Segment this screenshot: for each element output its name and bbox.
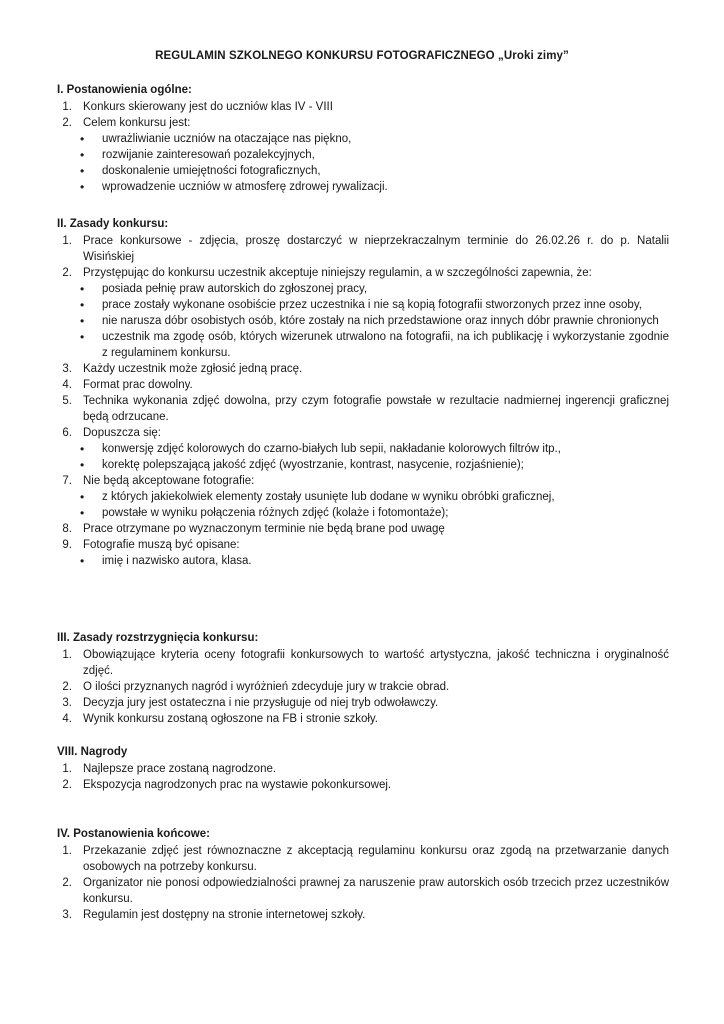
item-number: 1.	[62, 763, 72, 775]
item-text: Przystępując do konkursu uczestnik akceptuje niniejszy regulamin, a w szczególności zapewnia, że:	[83, 267, 592, 279]
item-text: O ilości przyznanych nagród i wyróżnień zdecyduje jury w trakcie obrad.	[83, 681, 450, 693]
list-item	[57, 115, 669, 195]
list-item	[57, 361, 669, 377]
bullet-item: • imię i nazwisko autora, klasa.	[83, 553, 669, 569]
section-final-provisions	[57, 826, 669, 923]
list-item	[57, 377, 669, 393]
numbered-list	[57, 647, 669, 727]
list-item	[57, 679, 669, 695]
bullet-item: • z których jakiekolwiek elementy zostały usunięte lub dodane w wyniku obróbki graficznej,	[83, 489, 669, 505]
item-number: 2.	[62, 267, 72, 279]
list-item	[57, 425, 669, 473]
list-item	[57, 777, 669, 793]
list-item	[57, 761, 669, 777]
section-heading: IV. Postanowienia końcowe:	[57, 828, 210, 840]
item-number: 2.	[62, 117, 72, 129]
item-number: 2.	[62, 877, 72, 889]
item-text: Fotografie muszą być opisane:	[83, 539, 240, 551]
bullet-list	[83, 441, 669, 473]
item-text: Obowiązujące kryteria oceny fotografii konkursowych to wartość artystyczna, jakość techniczna i oryginalność zdjęć.	[83, 649, 669, 677]
numbered-list	[57, 99, 669, 195]
item-text: Prace otrzymane po wyznaczonym terminie nie będą brane pod uwagę	[83, 523, 445, 535]
numbered-list	[57, 843, 669, 923]
list-item	[57, 907, 669, 923]
item-number: 1.	[62, 235, 72, 247]
bullet-item: • posiada pełnię praw autorskich do zgłoszonej pracy,	[83, 281, 669, 297]
bullet-item: • powstałe w wyniku połączenia różnych zdjęć (kolaże i fotomontaże);	[83, 505, 669, 521]
document-title: REGULAMIN SZKOLNEGO KONKURSU FOTOGRAFICZNEGO „Uroki zimy”	[155, 50, 569, 62]
item-text: Każdy uczestnik może zgłosić jedną pracę.	[83, 363, 303, 375]
item-number: 2.	[62, 779, 72, 791]
list-item	[57, 875, 669, 907]
bullet-item: • uczestnik ma zgodę osób, których wizerunek utrwalono na fotografii, na ich publikację i wykorzystanie zgodnie z regulaminem konkursu.	[83, 329, 669, 361]
item-number: 4.	[62, 713, 72, 725]
item-text: Przekazanie zdjęć jest równoznaczne z akceptacją regulaminu konkursu oraz zgodą na przetwarzanie danych osobowych na potrzeby konkursu.	[83, 845, 669, 873]
list-item	[57, 473, 669, 521]
numbered-list	[57, 761, 669, 793]
list-item	[57, 537, 669, 569]
section-judging-rules	[57, 630, 669, 727]
item-text: Technika wykonania zdjęć dowolna, przy czym fotografie powstałe w rezultacie nadmiernej ingerencji graficznej będą odrzucane.	[83, 395, 669, 423]
item-number: 6.	[62, 427, 72, 439]
list-item	[57, 99, 669, 115]
bullet-item: • korektę polepszającą jakość zdjęć (wyostrzanie, kontrast, nasycenie, rozjaśnienie);	[83, 457, 669, 473]
item-text: Prace konkursowe - zdjęcia, proszę dostarczyć w nieprzekraczalnym terminie do 26.02.26 r. do p. Natalii Wisińskiej	[83, 235, 669, 263]
item-text: Celem konkursu jest:	[83, 117, 191, 129]
section-heading: I. Postanowienia ogólne:	[57, 84, 192, 96]
item-number: 1.	[62, 845, 72, 857]
item-text: Nie będą akceptowane fotografie:	[83, 475, 255, 487]
item-text: Decyzja jury jest ostateczna i nie przysługuje od niej tryb odwoławczy.	[83, 697, 439, 709]
bullet-list	[83, 131, 669, 195]
section-general-provisions	[57, 82, 669, 195]
item-number: 3.	[62, 363, 72, 375]
bullet-item: • rozwijanie zainteresowań pozalekcyjnych,	[83, 147, 669, 163]
bullet-item: • konwersję zdjęć kolorowych do czarno-białych lub sepii, nakładanie kolorowych filtrów itp.,	[83, 441, 669, 457]
list-item	[57, 265, 669, 361]
item-text: Wynik konkursu zostaną ogłoszone na FB i stronie szkoły.	[83, 713, 378, 725]
item-number: 4.	[62, 379, 72, 391]
list-item	[57, 521, 669, 537]
item-text: Najlepsze prace zostaną nagrodzone.	[83, 763, 277, 775]
list-item	[57, 695, 669, 711]
item-number: 2.	[62, 681, 72, 693]
section-heading: III. Zasady rozstrzygnięcia konkursu:	[57, 632, 259, 644]
bullet-item: • nie narusza dóbr osobistych osób, które zostały na nich przedstawione oraz innych dóbr prawnie chronionych	[83, 313, 669, 329]
item-number: 1.	[62, 649, 72, 661]
list-item	[57, 647, 669, 679]
item-number: 1.	[62, 101, 72, 113]
bullet-item: • doskonalenie umiejętności fotograficznych,	[83, 163, 669, 179]
item-number: 7.	[62, 475, 72, 487]
item-text: Format prac dowolny.	[83, 379, 193, 391]
item-text: Organizator nie ponosi odpowiedzialności prawnej za naruszenie praw autorskich osób trzecich przez uczestników konkursu.	[83, 877, 669, 905]
list-item	[57, 393, 669, 425]
bullet-list	[83, 553, 669, 569]
item-text: Dopuszcza się:	[83, 427, 161, 439]
item-number: 5.	[62, 395, 72, 407]
item-number: 3.	[62, 909, 72, 921]
item-text: Regulamin jest dostępny na stronie internetowej szkoły.	[83, 909, 366, 921]
section-awards	[57, 744, 669, 793]
list-item	[57, 233, 669, 265]
section-contest-rules	[57, 216, 669, 569]
item-number: 9.	[62, 539, 72, 551]
list-item	[57, 711, 669, 727]
item-number: 3.	[62, 697, 72, 709]
bullet-item: • uwrażliwianie uczniów na otaczające nas piękno,	[83, 131, 669, 147]
list-item	[57, 843, 669, 875]
numbered-list	[57, 233, 669, 569]
section-heading: II. Zasady konkursu:	[57, 218, 169, 230]
bullet-list	[83, 281, 669, 361]
bullet-list	[83, 489, 669, 521]
item-text: Ekspozycja nagrodzonych prac na wystawie pokonkursowej.	[83, 779, 392, 791]
bullet-item: • wprowadzenie uczniów w atmosferę zdrowej rywalizacji.	[83, 179, 669, 195]
bullet-item: • prace zostały wykonane osobiście przez uczestnika i nie są kopią fotografii stworzonych przez inne osoby,	[83, 297, 669, 313]
section-heading: VIII. Nagrody	[57, 746, 128, 758]
item-text: Konkurs skierowany jest do uczniów klas IV - VIII	[83, 101, 333, 113]
item-number: 8.	[62, 523, 72, 535]
